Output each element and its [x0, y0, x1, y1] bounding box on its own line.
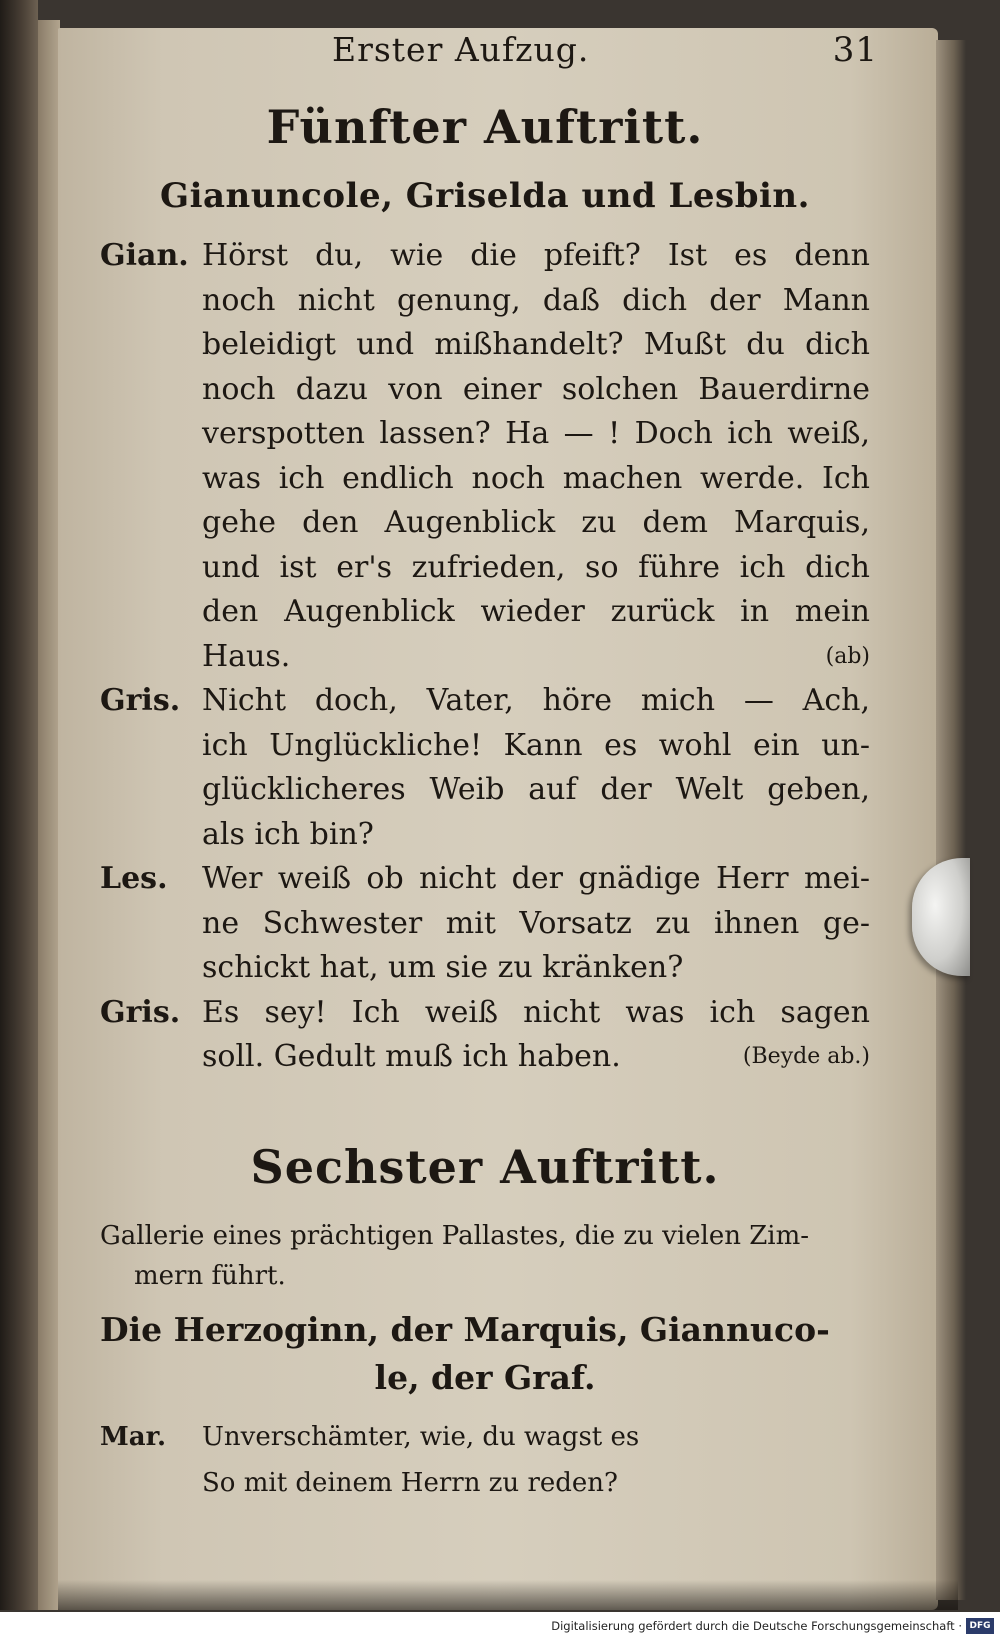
speaker-name: Les. — [100, 861, 168, 896]
page-number: 31 — [832, 30, 878, 70]
speaker-name: Gian. — [100, 238, 189, 273]
text-line: noch dazu von einer solchen Bauerdirne — [202, 371, 870, 407]
text-line: gehe den Augenblick zu dem Marquis, — [202, 505, 870, 540]
text-line: glücklicheres Weib auf der Welt geben, — [202, 772, 870, 807]
text-line-content: soll. Gedult muß ich haben. — [202, 1039, 621, 1074]
verse-line: Unverschämter, wie, du wagst es — [202, 1421, 640, 1452]
speech-block — [100, 991, 870, 1080]
stage-direction: (Beyde ab.) — [742, 1044, 870, 1069]
text-line — [202, 635, 870, 680]
cast-line: le, der Graf. — [374, 1357, 596, 1397]
setting-line: mern führt. — [134, 1260, 286, 1291]
setting-line: Gallerie eines prächtigen Pallastes, die zu vielen Zim- — [100, 1220, 810, 1251]
page-content — [100, 30, 878, 1506]
text-line: Es sey! Ich weiß nicht was ich sagen — [202, 994, 870, 1030]
text-line: als ich bin? — [202, 816, 374, 852]
speech-text — [202, 857, 870, 991]
scene-heading: Sechster Auftritt. — [250, 1139, 720, 1194]
page-stack-edge — [936, 40, 966, 1600]
speaker-name: Gris. — [100, 994, 181, 1030]
speech-text — [202, 234, 870, 679]
dfg-logo: DFG — [966, 1618, 994, 1634]
book-gutter — [0, 0, 38, 1610]
text-line: beleidigt und mißhandelt? Mußt du dich — [202, 327, 870, 362]
text-line: Wer weiß ob nicht der gnädige Herr mei- — [202, 861, 870, 896]
text-line: Hörst du, wie die pfeift? Ist es denn — [202, 238, 870, 273]
text-line: und ist er's zufrieden, so führe ich dich — [202, 549, 870, 585]
verse-line: So mit deinem Herrn zu reden? — [202, 1467, 618, 1498]
speaker-name: Mar. — [100, 1421, 166, 1452]
footer-bar — [0, 1612, 1000, 1642]
speech-block — [100, 679, 870, 857]
running-head — [100, 30, 878, 82]
cast-list — [100, 1306, 870, 1402]
scene-block — [100, 1140, 870, 1506]
page-bottom-shadow — [58, 1580, 958, 1610]
scene-setting — [100, 1216, 870, 1296]
text-line: noch nicht genung, daß dich der Mann — [202, 282, 870, 318]
text-line: ne Schwester mit Vorsatz zu ihnen ge- — [202, 905, 870, 941]
speech-text — [202, 1414, 639, 1506]
cast-line: Die Herzoginn, der Marquis, Giannuco- — [100, 1309, 830, 1349]
text-line-content: Haus. — [202, 638, 291, 674]
scene-heading: Fünfter Auftritt. — [266, 100, 704, 154]
speaker-name: Gris. — [100, 683, 181, 718]
running-head-title: Erster Aufzug. — [332, 30, 590, 69]
speech-block — [100, 857, 870, 991]
speech-block — [100, 1414, 870, 1506]
speech-text — [202, 679, 870, 857]
speech-block — [100, 234, 870, 679]
speech-text — [202, 991, 870, 1080]
text-line: was ich endlich noch machen werde. Ich — [202, 460, 870, 496]
text-line: den Augenblick wieder zurück in mein — [202, 594, 870, 629]
cast-list: Gianuncole, Griselda und Lesbin. — [160, 176, 810, 216]
stage-direction: (ab) — [825, 643, 870, 669]
text-line: verspotten lassen? Ha — ! Doch ich weiß, — [202, 416, 870, 451]
funding-credit: Digitalisierung gefördert durch die Deutsche Forschungsgemeinschaft · — [551, 1619, 962, 1633]
previous-page-edge — [38, 20, 60, 1610]
text-line: ich Unglückliche! Kann es wohl ein un- — [202, 727, 870, 763]
text-line: Nicht doch, Vater, höre mich — Ach, — [202, 683, 870, 718]
text-line: schickt hat, um sie zu kränken? — [202, 950, 684, 985]
text-line — [202, 1035, 870, 1080]
